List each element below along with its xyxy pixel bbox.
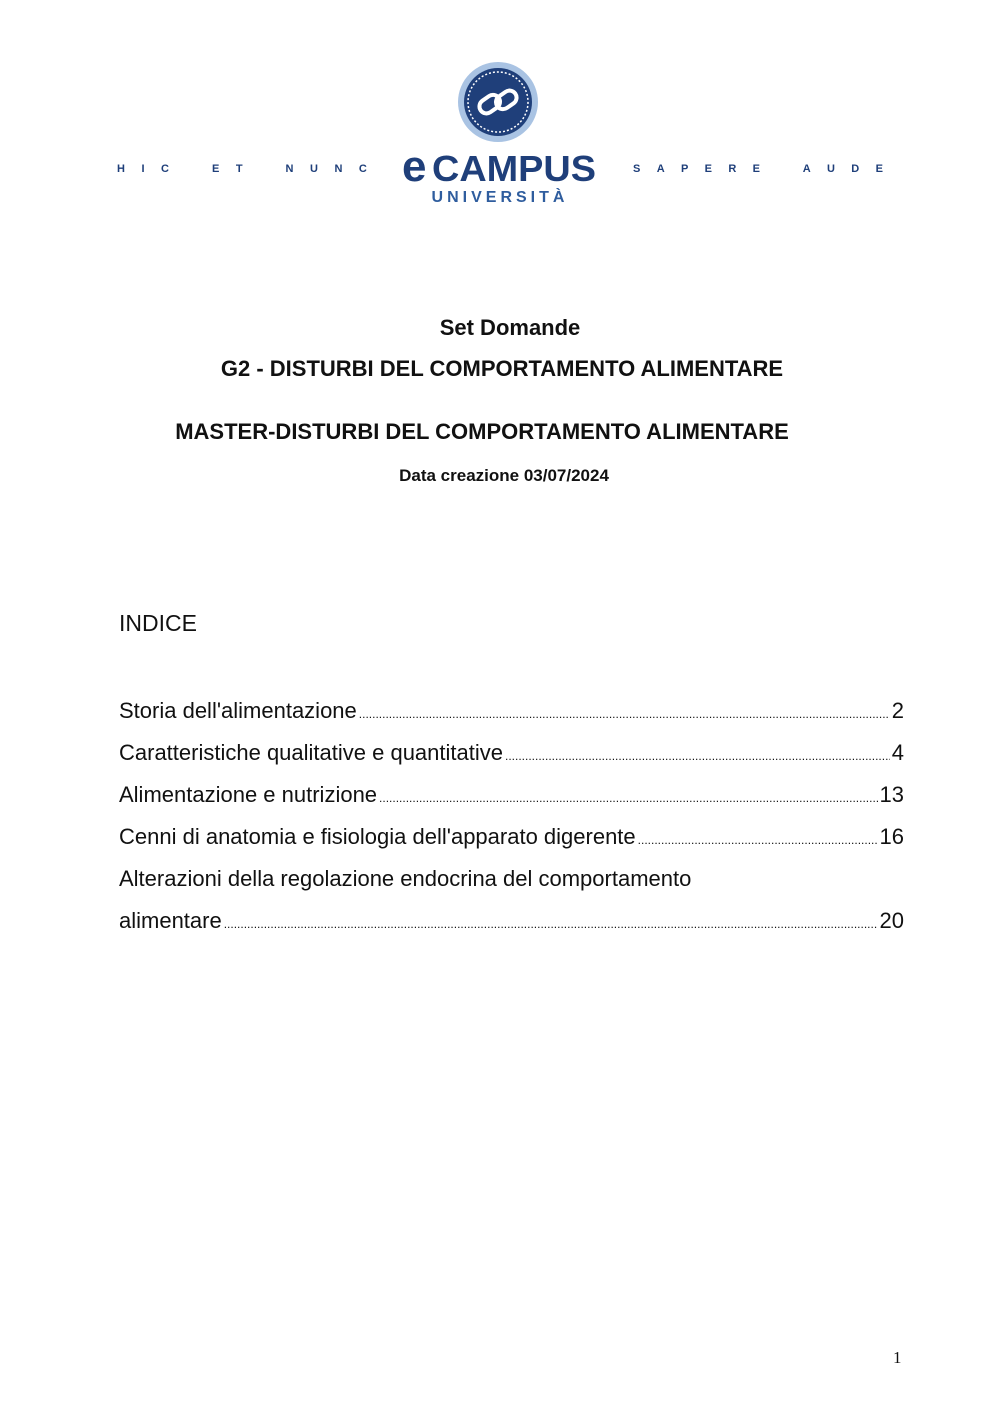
toc-entry[interactable]: Caratteristiche qualitative e quantitative ..... 4	[119, 732, 904, 774]
motto-right: S A P E R E A U D E	[633, 163, 883, 175]
toc-entry[interactable]: Alterazioni della regolazione endocrina del comportamento alimentare ..... 20	[119, 858, 904, 942]
toc-entry[interactable]: Cenni di anatomia e fisiologia dell'apparato digerente ..... 16	[119, 816, 904, 858]
brand-logo	[402, 146, 598, 186]
motto-left: H I C E T N U N C	[117, 163, 367, 175]
toc-entry[interactable]: Storia dell'alimentazione ..... 2	[119, 690, 904, 732]
toc-entry[interactable]: Alimentazione e nutrizione ..... 13	[119, 774, 904, 816]
table-of-contents	[119, 690, 904, 942]
brand-e: e	[402, 146, 427, 186]
doc-title-course: G2 - DISTURBI DEL COMPORTAMENTO ALIMENTARE	[220, 356, 784, 381]
brand-name: CAMPUS	[432, 148, 596, 186]
brand-subtitle: UNIVERSITÀ	[431, 189, 569, 206]
doc-title-set: Set Domande	[439, 315, 581, 340]
index-heading: INDICE	[119, 610, 197, 636]
doc-creation-date: Data creazione 03/07/2024	[399, 466, 609, 485]
doc-title-master: MASTER-DISTURBI DEL COMPORTAMENTO ALIMENTARE	[175, 419, 789, 444]
page-number: 1	[893, 1348, 902, 1367]
university-seal-icon	[457, 61, 539, 143]
